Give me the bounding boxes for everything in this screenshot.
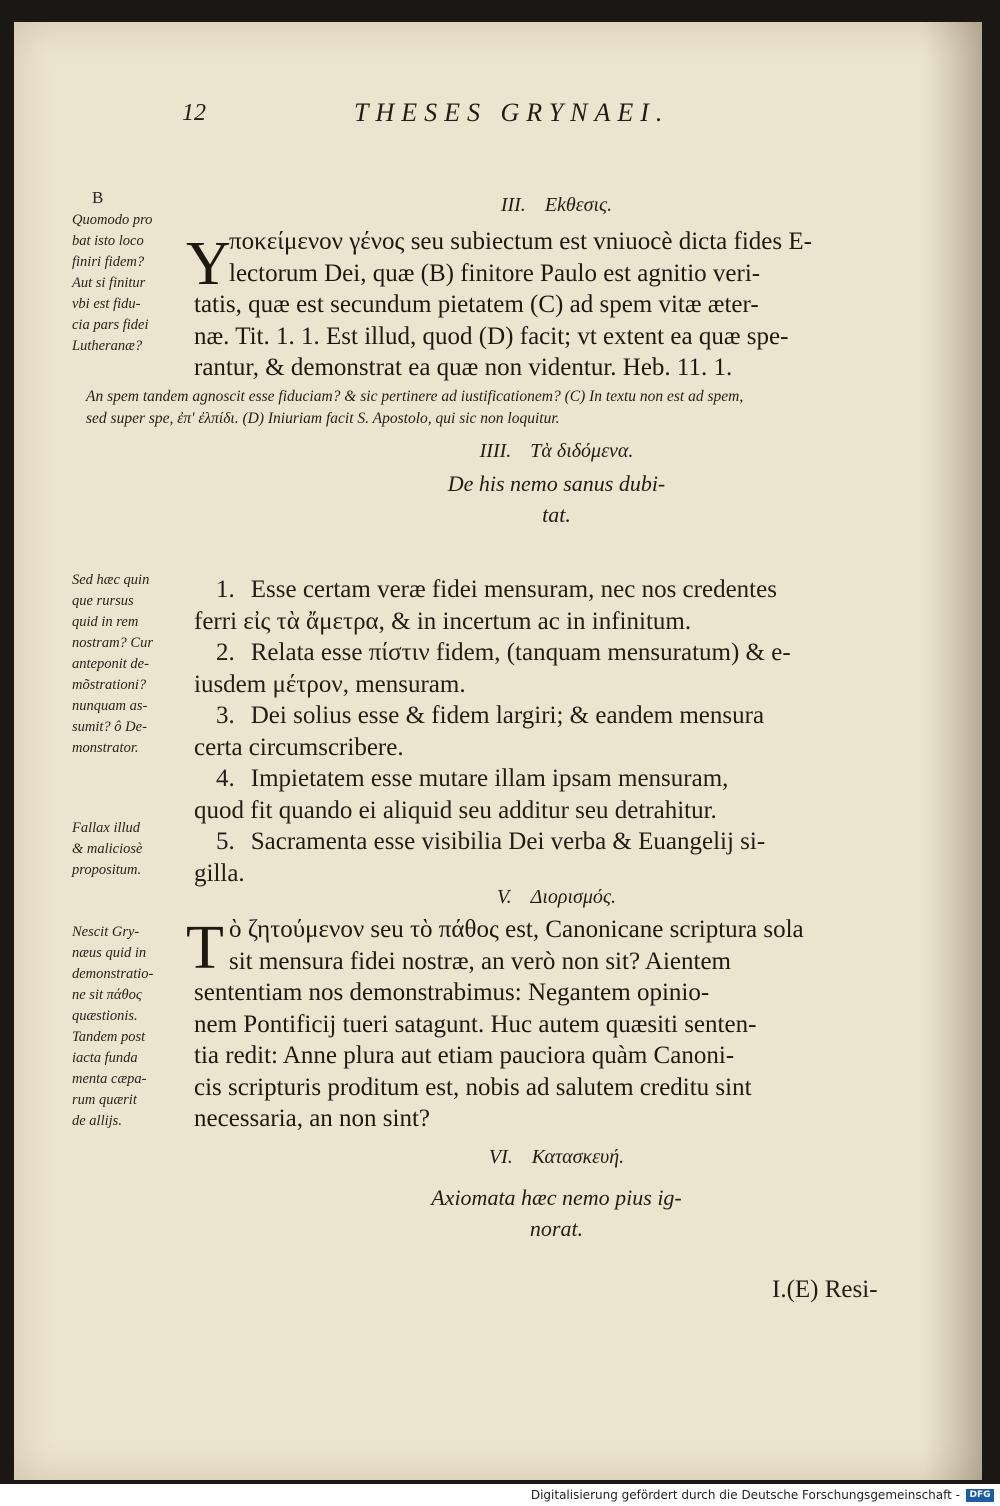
funding-notice: Digitalisierung gefördert durch die Deutsche Forschungsgemeinschaft - [530,1488,960,1502]
text-line: sententiam nos demonstrabimus: Negantem opinio- [194,979,710,1006]
section-6-number: VI. [488,1146,513,1168]
section-3-heading [194,194,919,217]
italic-line: De his nemo sanus dubi- [447,471,666,496]
section-5-heading [194,886,919,909]
margin-line: monstrator. [72,740,139,756]
section-6-heading [194,1146,919,1169]
text-line: tatis, quæ est secundum pietatem (C) ad spem vitæ æter- [194,291,759,318]
margin-line: Quomodo pro [72,212,153,228]
list-item-2 [194,637,919,700]
list-number: 1. [216,576,235,603]
list-text: Impietatem esse mutare illam ipsam mensuram, [250,765,729,792]
list-text: Relata esse πίστιν fidem, (tanquam mensuratum) & e- [250,639,791,666]
margin-line: bat isto loco [72,233,144,249]
margin-line: & maliciosè [72,841,143,857]
list-text: Sacramenta esse visibilia Dei verba & Euangelij si- [250,828,766,855]
dfg-logo: DFG [966,1489,994,1502]
list-text: iusdem μέτρον, mensuram. [194,670,466,698]
margin-line: de allijs. [72,1113,122,1129]
margin-line: demonstratio- [72,966,154,982]
margin-line: nunquam as- [72,698,148,714]
margin-line: rum quærit [72,1092,137,1108]
list-item-3 [194,700,919,763]
section-5-title: Διορισμός. [530,886,617,908]
margin-line: nostram? Cur [72,635,153,651]
section-5-text [229,914,919,977]
text-line: nem Pontificij tueri satagunt. Huc autem quæsiti senten- [194,1010,757,1038]
text-line: sit mensura fidei nostræ, an verò non sit? Aientem [229,947,731,975]
list-item-1 [194,574,919,637]
running-head [14,100,982,140]
text-line: rantur, & demonstrat ea quæ non videntur. Heb. 11. 1. [194,354,733,381]
section-5-text-cont [194,977,919,1135]
page-number: 12 [182,100,206,126]
margin-line: quid in rem [72,614,139,630]
section-4-italic-text [194,468,919,530]
italic-line: norat. [529,1216,584,1241]
section-3-text-cont [194,289,919,384]
italic-line: Axiomata hæc nemo pius ig- [431,1185,682,1210]
footer-bar [0,1486,1000,1506]
section-3-annotation [86,386,946,430]
section-5-number: V. [496,886,512,908]
margin-line: quæstionis. [72,1008,138,1024]
text-line: cis scripturis proditum est, nobis ad salutem creditu sint [194,1073,752,1101]
margin-line: vbi est fidu- [72,296,141,312]
list-number: 2. [216,639,235,666]
margin-line: cia pars fidei [72,317,149,333]
list-number: 5. [216,828,235,855]
list-text: gilla. [194,859,245,887]
section-3-text [229,226,919,289]
margin-line: Sed hæc quin [72,572,150,588]
text-line: lectorum Dei, quæ (B) finitore Paulo est agnitio veri- [229,259,761,287]
italic-line: tat. [542,502,571,527]
section-6-italic-text [194,1182,919,1244]
list-text: quod fit quando ei aliquid seu additur seu detrahitur. [194,796,717,824]
margin-line: Lutheranæ? [72,338,143,354]
list-text: ferri εἰς τὰ ἄμετρα, & in incertum ac in infinitum. [194,607,692,635]
margin-line: propositum. [72,862,142,878]
margin-note-section-5 [72,922,200,1132]
margin-line: menta cæpa- [72,1071,147,1087]
catchword: I.(E) Resi- [772,1276,878,1303]
section-4-number: IIII. [479,440,512,462]
margin-letter-b: B [92,188,104,207]
text-line: ὸ ζητούμενον seu τὸ πάθος est, Canonicane scriptura sola [229,916,804,943]
margin-line: iacta funda [72,1050,138,1066]
list-item-4 [194,763,919,826]
margin-line: Fallax illud [72,820,141,836]
dropcap-y: Y [186,230,231,298]
margin-line: Tandem post [72,1029,146,1045]
section-3-title: Ekθεσις. [544,194,613,216]
book-page [14,22,982,1480]
margin-line: anteponit de- [72,656,149,672]
text-line: necessaria, an non sint? [194,1105,431,1132]
list-text: Esse certam veræ fidei mensuram, nec nos credentes [250,576,777,603]
section-3-number: III. [500,194,526,216]
list-text: certa circumscribere. [194,733,404,761]
list-number: 3. [216,702,235,729]
dropcap-t: T [186,914,224,982]
margin-note-section-4a [72,570,200,759]
header-title: THESES GRYNAEI. [354,98,670,127]
text-line: ποκείμενον γένος seu subiectum est vniuocè dicta fides E- [229,228,812,255]
margin-note-section-4b [72,818,200,881]
list-item-5 [194,826,919,889]
margin-line: Nescit Gry- [72,924,140,940]
margin-line: Aut si finitur [72,275,146,291]
annotation-line: sed super spe, ἐπ' ἐλπίδι. (D) Iniuriam facit S. Apostolo, qui sic non loquitur. [86,410,560,427]
section-4-heading [194,440,919,463]
section-6-title: Κατασκευή. [531,1146,625,1168]
page-gutter-shadow [922,22,982,1480]
margin-line: finiri fidem? [72,254,145,270]
list-text: Dei solius esse & fidem largiri; & eandem mensura [250,702,765,729]
text-line: tia redit: Anne plura aut etiam pauciora quàm Canoni- [194,1042,735,1069]
text-line: næ. Tit. 1. 1. Est illud, quod (D) facit; vt extent ea quæ spe- [194,322,789,350]
margin-line: mõstrationi? [72,677,147,693]
section-4-title: Τὰ διδόμενα. [530,440,634,462]
margin-line: que rursus [72,593,134,609]
list-number: 4. [216,765,235,792]
margin-line: næus quid in [72,945,147,961]
margin-line: ne sit πάθος [72,987,142,1003]
margin-line: sumit? ô De- [72,719,147,735]
margin-note-section-3 [72,210,200,357]
annotation-line: An spem tandem agnoscit esse fiduciam? & sic pertinere ad iustificationem? (C) In textu non est ad spem, [86,388,744,405]
